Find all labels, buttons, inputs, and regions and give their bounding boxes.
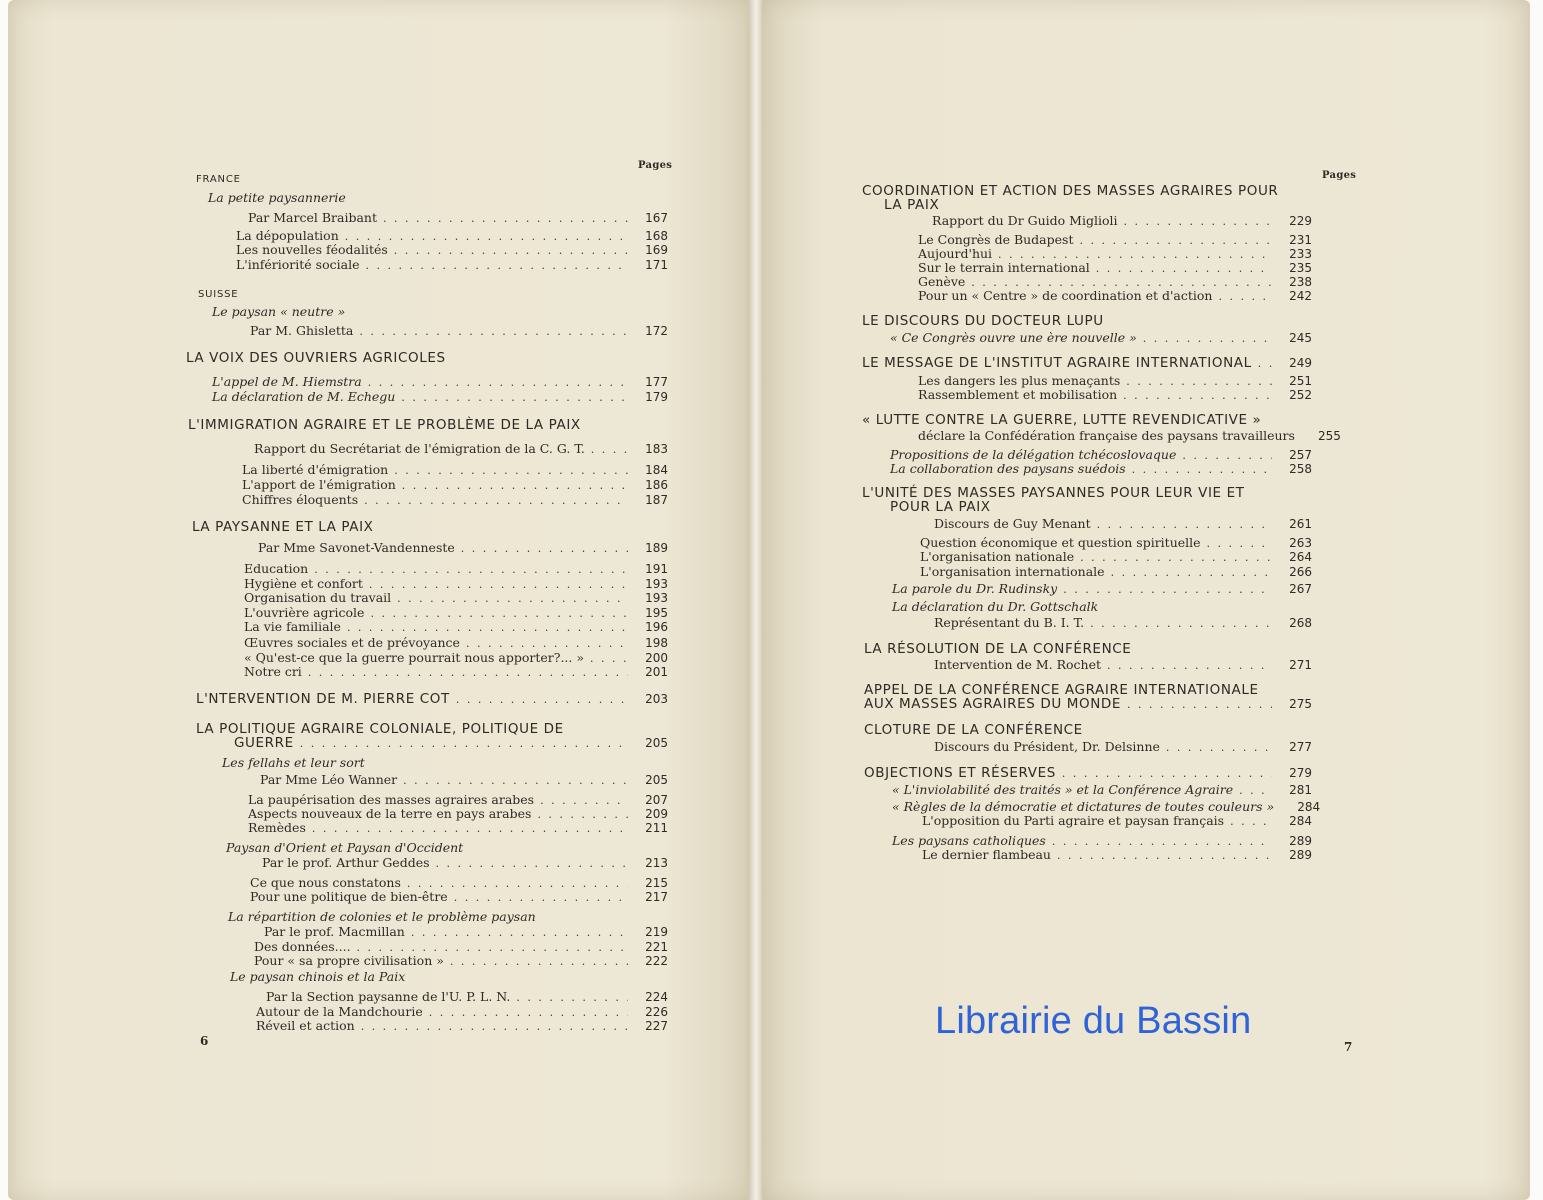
leader-dots	[1123, 390, 1272, 402]
entry-page-number: 217	[645, 890, 668, 904]
entry-page-number: 275	[1289, 697, 1312, 711]
entry-title: L'opposition du Parti agraire et paysan français	[922, 813, 1225, 828]
toc-entry	[266, 990, 668, 1004]
entry-page-number: 255	[1318, 429, 1341, 443]
entry-title: La dépopulation	[236, 228, 339, 243]
toc-entry	[254, 940, 668, 954]
leader-dots	[1057, 850, 1272, 862]
entry-page-number: 238	[1289, 275, 1312, 289]
entry-title: L'organisation nationale	[920, 549, 1075, 564]
toc-entry	[244, 665, 668, 679]
entry-title: Le dernier flambeau	[922, 847, 1051, 862]
toc-entry	[892, 600, 1312, 614]
leader-dots	[1062, 768, 1272, 780]
toc-entry	[892, 582, 1312, 596]
entry-page-number: 211	[645, 821, 668, 835]
entry-title: La collaboration des paysans suédois	[890, 461, 1126, 476]
entry-page-number: 193	[645, 591, 668, 605]
leader-dots	[312, 823, 628, 835]
leader-dots	[403, 775, 628, 787]
entry-page-number: 242	[1289, 289, 1312, 303]
toc-entry	[918, 275, 1312, 289]
leader-dots	[1166, 742, 1272, 754]
entry-title: La paupérisation des masses agraires arabes	[248, 792, 535, 807]
entry-page-number: 168	[645, 229, 668, 243]
entry-title: L'infériorité sociale	[236, 257, 360, 272]
toc-entry	[258, 541, 668, 555]
leader-dots	[1090, 618, 1272, 630]
pages-column-label: Pages	[638, 160, 673, 171]
toc-entry	[228, 910, 668, 924]
toc-entry	[250, 876, 668, 890]
entry-page-number: 251	[1289, 374, 1312, 388]
entry-page-number: 233	[1289, 247, 1312, 261]
section-heading: L'IMMIGRATION AGRAIRE ET LE PROBLÈME DE LA PAIX	[188, 417, 581, 433]
entry-title: Hygiène et confort	[244, 576, 363, 591]
entry-page-number: 281	[1289, 783, 1312, 797]
toc-entry	[236, 258, 668, 272]
leader-dots	[369, 579, 628, 591]
toc-entry	[236, 243, 668, 257]
entry-title: Paysan d'Orient et Paysan d'Occident	[226, 840, 464, 855]
entry-page-number: 215	[645, 876, 668, 890]
toc-entry	[212, 305, 668, 319]
entry-title: LE MESSAGE DE L'INSTITUT AGRAIRE INTERNATIONAL	[862, 355, 1252, 371]
entry-title: Discours du Président, Dr. Delsinne	[934, 739, 1160, 754]
toc-entry	[244, 606, 668, 620]
entry-title: L'organisation internationale	[920, 564, 1105, 579]
toc-entry	[256, 1019, 668, 1033]
entry-page-number: 186	[645, 478, 668, 492]
entry-page-number: 284	[1289, 814, 1312, 828]
leader-dots	[450, 956, 628, 968]
leader-dots	[1126, 376, 1272, 388]
leader-dots	[411, 927, 628, 939]
entry-title: Représentant du B. I. T.	[934, 615, 1085, 630]
section-heading: LA PAIX	[884, 197, 940, 213]
entry-page-number: 169	[645, 243, 668, 257]
leader-dots	[1230, 816, 1272, 828]
entry-page-number: 205	[645, 773, 668, 787]
entry-page-number: 177	[645, 375, 668, 389]
entry-title: « L'inviolabilité des traités » et la Conférence Agraire	[892, 782, 1234, 797]
toc-entry	[260, 773, 668, 787]
toc-entry	[918, 247, 1312, 261]
section-heading: COORDINATION ET ACTION DES MASSES AGRAIRES POUR	[862, 183, 1279, 199]
page-number: 6	[200, 1034, 209, 1048]
toc-entry	[890, 462, 1312, 476]
entry-title: La liberté d'émigration	[242, 462, 389, 477]
leader-dots	[1080, 552, 1272, 564]
entry-title: Ce que nous constatons	[250, 875, 401, 890]
entry-page-number: 189	[645, 541, 668, 555]
toc-entry	[918, 388, 1312, 402]
leader-dots	[347, 622, 628, 634]
entry-title: Par la Section paysanne de l'U. P. L. N.	[266, 989, 511, 1004]
section-heading: « LUTTE CONTRE LA GUERRE, LUTTE REVENDICATIVE »	[862, 412, 1262, 428]
entry-page-number: 289	[1289, 834, 1312, 848]
entry-page-number: 227	[645, 1019, 668, 1033]
entry-page-number: 201	[645, 665, 668, 679]
entry-page-number: 289	[1289, 848, 1312, 862]
toc-entry	[244, 591, 668, 605]
entry-page-number: 229	[1289, 214, 1312, 228]
section-heading: POUR LA PAIX	[890, 499, 991, 515]
entry-page-number: 179	[645, 390, 668, 404]
entry-page-number: 219	[645, 925, 668, 939]
section-heading-row	[862, 356, 1312, 370]
toc-entry	[892, 834, 1312, 848]
section-heading: CLOTURE DE LA CONFÉRENCE	[864, 722, 1083, 738]
leader-dots	[308, 667, 628, 679]
entry-page-number: 224	[645, 990, 668, 1004]
section-heading: LA PAYSANNE ET LA PAIX	[192, 519, 374, 535]
leader-dots	[590, 653, 628, 665]
entry-page-number: 187	[645, 493, 668, 507]
toc-entry	[244, 577, 668, 591]
left-page	[8, 0, 750, 1200]
entry-page-number: 252	[1289, 388, 1312, 402]
entry-page-number: 198	[645, 636, 668, 650]
entry-title: Les fellahs et leur sort	[222, 755, 365, 770]
leader-dots	[1107, 660, 1272, 672]
entry-title: Pour « sa propre civilisation »	[254, 953, 444, 968]
leader-dots	[1097, 519, 1272, 531]
entry-title: Réveil et action	[256, 1018, 355, 1033]
toc-entry	[922, 848, 1312, 862]
entry-page-number: 226	[645, 1005, 668, 1019]
toc-entry	[920, 550, 1312, 564]
toc-entry	[222, 756, 668, 770]
entry-title: AUX MASSES AGRAIRES DU MONDE	[864, 696, 1122, 712]
toc-entry	[254, 954, 668, 968]
entry-title: « Règles de la démocratie et dictatures de toutes couleurs »	[892, 799, 1275, 814]
section-heading: L'UNITÉ DES MASSES PAYSANNES POUR LEUR VIE ET	[862, 485, 1245, 501]
entry-page-number: 271	[1289, 658, 1312, 672]
entry-page-number: 184	[645, 463, 668, 477]
toc-entry	[264, 925, 668, 939]
toc-entry	[236, 229, 668, 243]
toc-entry	[892, 799, 1321, 814]
entry-title: Aspects nouveaux de la terre en pays arabes	[248, 806, 532, 821]
toc-entry	[208, 191, 668, 205]
leader-dots	[537, 809, 628, 821]
entry-title: L'apport de l'émigration	[242, 477, 396, 492]
toc-entry	[248, 793, 668, 807]
entry-title: L'NTERVENTION DE M. PIERRE COT	[196, 691, 450, 707]
entry-page-number: 213	[645, 856, 668, 870]
toc-entry	[244, 636, 668, 650]
entry-title: La répartition de colonies et le problème paysan	[228, 909, 536, 924]
toc-entry	[892, 783, 1312, 797]
entry-title: GUERRE	[234, 735, 294, 751]
entry-title: Sur le terrain international	[918, 260, 1090, 275]
leader-dots	[591, 444, 628, 456]
entry-title: Genève	[918, 274, 966, 289]
entry-title: Les paysans catholiques	[892, 833, 1046, 848]
entry-page-number: 207	[645, 793, 668, 807]
leader-dots	[364, 495, 628, 507]
leader-dots	[1052, 836, 1272, 848]
toc-entry	[244, 620, 668, 634]
leader-dots	[1218, 291, 1272, 303]
entry-title: Pour un « Centre » de coordination et d'action	[918, 288, 1213, 303]
toc-entry	[250, 324, 668, 338]
toc-entry	[242, 478, 668, 492]
entry-page-number: 284	[1297, 800, 1321, 814]
entry-page-number: 257	[1289, 448, 1312, 462]
toc-entry	[244, 562, 668, 576]
leader-dots	[1143, 333, 1272, 345]
leader-dots	[456, 694, 628, 706]
entry-page-number: 261	[1289, 517, 1312, 531]
entry-page-number: 205	[645, 736, 668, 750]
toc-entry	[890, 448, 1312, 462]
watermark: Librairie du Bassin	[935, 1000, 1252, 1042]
leader-dots	[1127, 699, 1272, 711]
toc-entry	[250, 890, 668, 904]
entry-title: Les nouvelles féodalités	[236, 242, 388, 257]
entry-page-number: 167	[645, 211, 668, 225]
toc-entry	[920, 565, 1312, 579]
toc-entry	[934, 740, 1312, 754]
entry-title: La parole du Dr. Rudinsky	[892, 581, 1058, 596]
leader-dots	[454, 892, 628, 904]
entry-page-number: 277	[1289, 740, 1312, 754]
entry-title: La petite paysannerie	[208, 190, 346, 205]
leader-dots	[314, 564, 628, 576]
entry-title: Propositions de la délégation tchécoslovaque	[890, 447, 1177, 462]
entry-title: Chiffres éloquents	[242, 492, 359, 507]
leader-dots	[1258, 358, 1272, 370]
entry-title: La vie familiale	[244, 619, 341, 634]
toc-entry	[934, 658, 1312, 672]
toc-entry	[242, 463, 668, 477]
entry-title: Rapport du Secrétariat de l'émigration de la C. G. T.	[254, 441, 585, 456]
entry-title: Remèdes	[248, 820, 306, 835]
leader-dots	[361, 1021, 628, 1033]
leader-dots	[1132, 464, 1272, 476]
entry-page-number: 171	[645, 258, 668, 272]
country-heading: FRANCE	[196, 174, 241, 185]
leader-dots	[401, 392, 628, 404]
toc-entry	[212, 375, 668, 389]
entry-page-number: 221	[645, 940, 668, 954]
toc-entry	[248, 211, 668, 225]
entry-title: Par le prof. Arthur Geddes	[262, 855, 430, 870]
entry-page-number: 264	[1289, 550, 1312, 564]
leader-dots	[1111, 567, 1272, 579]
section-heading-row	[234, 736, 668, 750]
entry-title: Autour de la Mandchourie	[256, 1004, 423, 1019]
toc-entry	[918, 261, 1312, 275]
toc-entry	[226, 841, 668, 855]
entry-title: Organisation du travail	[244, 590, 392, 605]
section-heading: APPEL DE LA CONFÉRENCE AGRAIRE INTERNATIONALE	[864, 682, 1259, 698]
entry-page-number: 245	[1289, 331, 1312, 345]
leader-dots	[1207, 538, 1272, 550]
leader-dots	[461, 543, 628, 555]
entry-title: L'appel de M. Hiemstra	[212, 374, 362, 389]
leader-dots	[540, 795, 628, 807]
section-heading: LA POLITIQUE AGRAIRE COLONIALE, POLITIQUE DE	[196, 721, 564, 737]
leader-dots	[397, 593, 628, 605]
entry-title: Intervention de M. Rochet	[934, 657, 1101, 672]
section-heading-row	[196, 692, 668, 706]
entry-title: Par Mme Savonet-Vandenneste	[258, 540, 455, 555]
entry-title: La déclaration du Dr. Gottschalk	[892, 599, 1099, 614]
entry-title: Par Mme Léo Wanner	[260, 772, 398, 787]
toc-entry	[922, 814, 1312, 828]
leader-dots	[1063, 584, 1272, 596]
page-number: 7	[1344, 1040, 1353, 1054]
toc-entry	[212, 390, 668, 404]
leader-dots	[394, 245, 628, 257]
entry-page-number: 195	[645, 606, 668, 620]
leader-dots	[466, 638, 628, 650]
entry-page-number: 203	[645, 692, 668, 706]
entry-page-number: 222	[645, 954, 668, 968]
leader-dots	[429, 1007, 628, 1019]
left-toc	[178, 0, 668, 1100]
toc-entry	[920, 536, 1312, 550]
entry-page-number: 267	[1289, 582, 1312, 596]
entry-page-number: 183	[645, 442, 668, 456]
leader-dots	[394, 465, 628, 477]
entry-title: Par Marcel Braibant	[248, 210, 377, 225]
country-heading: SUISSE	[198, 289, 239, 300]
section-heading: LA RÉSOLUTION DE LA CONFÉRENCE	[864, 641, 1132, 657]
entry-title: « Qu'est-ce que la guerre pourrait nous apporter?... »	[244, 650, 584, 665]
section-heading-row	[864, 697, 1312, 711]
entry-title: Les dangers les plus menaçants	[918, 373, 1121, 388]
entry-page-number: 258	[1289, 462, 1312, 476]
leader-dots	[1096, 263, 1272, 275]
entry-page-number: 196	[645, 620, 668, 634]
section-heading: LA VOIX DES OUVRIERS AGRICOLES	[186, 350, 446, 366]
toc-entry	[262, 856, 668, 870]
toc-entry	[890, 331, 1312, 345]
section-heading: LE DISCOURS DU DOCTEUR LUPU	[862, 313, 1104, 329]
section-heading-row	[864, 766, 1312, 780]
entry-title: Aujourd'hui	[918, 246, 993, 261]
toc-entry	[230, 970, 668, 984]
entry-title: Discours de Guy Menant	[934, 516, 1091, 531]
toc-entry	[248, 807, 668, 821]
pages-column-label: Pages	[1322, 170, 1357, 181]
toc-entry	[242, 493, 668, 507]
entry-title: Par M. Ghisletta	[250, 323, 354, 338]
entry-title: « Ce Congrès ouvre une ère nouvelle »	[890, 330, 1137, 345]
leader-dots	[359, 326, 628, 338]
toc-entry	[244, 651, 668, 665]
entry-title: Pour une politique de bien-être	[250, 889, 448, 904]
entry-page-number: 249	[1289, 356, 1312, 370]
toc-entry	[918, 428, 1341, 443]
leader-dots	[368, 377, 628, 389]
entry-title: Rapport du Dr Guido Miglioli	[932, 213, 1118, 228]
leader-dots	[436, 858, 628, 870]
leader-dots	[300, 738, 628, 750]
entry-title: Des données....	[254, 939, 351, 954]
toc-entry	[932, 214, 1312, 228]
entry-title: L'ouvrière agricole	[244, 605, 365, 620]
toc-entry	[254, 442, 668, 456]
entry-title: déclare la Confédération française des paysans travailleurs	[918, 428, 1295, 443]
entry-title: Œuvres sociales et de prévoyance	[244, 635, 460, 650]
entry-title: Le Congrès de Budapest	[918, 232, 1074, 247]
leader-dots	[1124, 216, 1273, 228]
entry-title: Rassemblement et mobilisation	[918, 387, 1118, 402]
entry-title: Notre cri	[244, 664, 302, 679]
entry-title: OBJECTIONS ET RÉSERVES	[864, 765, 1056, 781]
entry-title: Question économique et question spirituelle	[920, 535, 1201, 550]
entry-title: Le paysan chinois et la Paix	[230, 969, 406, 984]
toc-entry	[934, 616, 1312, 630]
entry-page-number: 172	[645, 324, 668, 338]
entry-page-number: 279	[1289, 766, 1312, 780]
entry-page-number: 231	[1289, 233, 1312, 247]
entry-page-number: 235	[1289, 261, 1312, 275]
leader-dots	[516, 992, 628, 1004]
entry-title: Par le prof. Macmillan	[264, 924, 405, 939]
toc-entry	[248, 821, 668, 835]
entry-title: La déclaration de M. Echegu	[212, 389, 396, 404]
leader-dots	[365, 260, 628, 272]
toc-entry	[918, 374, 1312, 388]
toc-entry	[256, 1005, 668, 1019]
toc-entry	[934, 517, 1312, 531]
leader-dots	[1079, 235, 1272, 247]
entry-page-number: 263	[1289, 536, 1312, 550]
entry-title: Le paysan « neutre »	[212, 304, 346, 319]
toc-entry	[918, 233, 1312, 247]
entry-title: Education	[244, 561, 309, 576]
leader-dots	[1182, 450, 1272, 462]
leader-dots	[1239, 785, 1272, 797]
toc-entry	[918, 289, 1312, 303]
leader-dots	[402, 480, 628, 492]
entry-page-number: 209	[645, 807, 668, 821]
leader-dots	[370, 608, 628, 620]
entry-page-number: 191	[645, 562, 668, 576]
entry-page-number: 200	[645, 651, 668, 665]
entry-page-number: 193	[645, 577, 668, 591]
entry-page-number: 266	[1289, 565, 1312, 579]
leader-dots	[383, 213, 628, 225]
entry-page-number: 268	[1289, 616, 1312, 630]
